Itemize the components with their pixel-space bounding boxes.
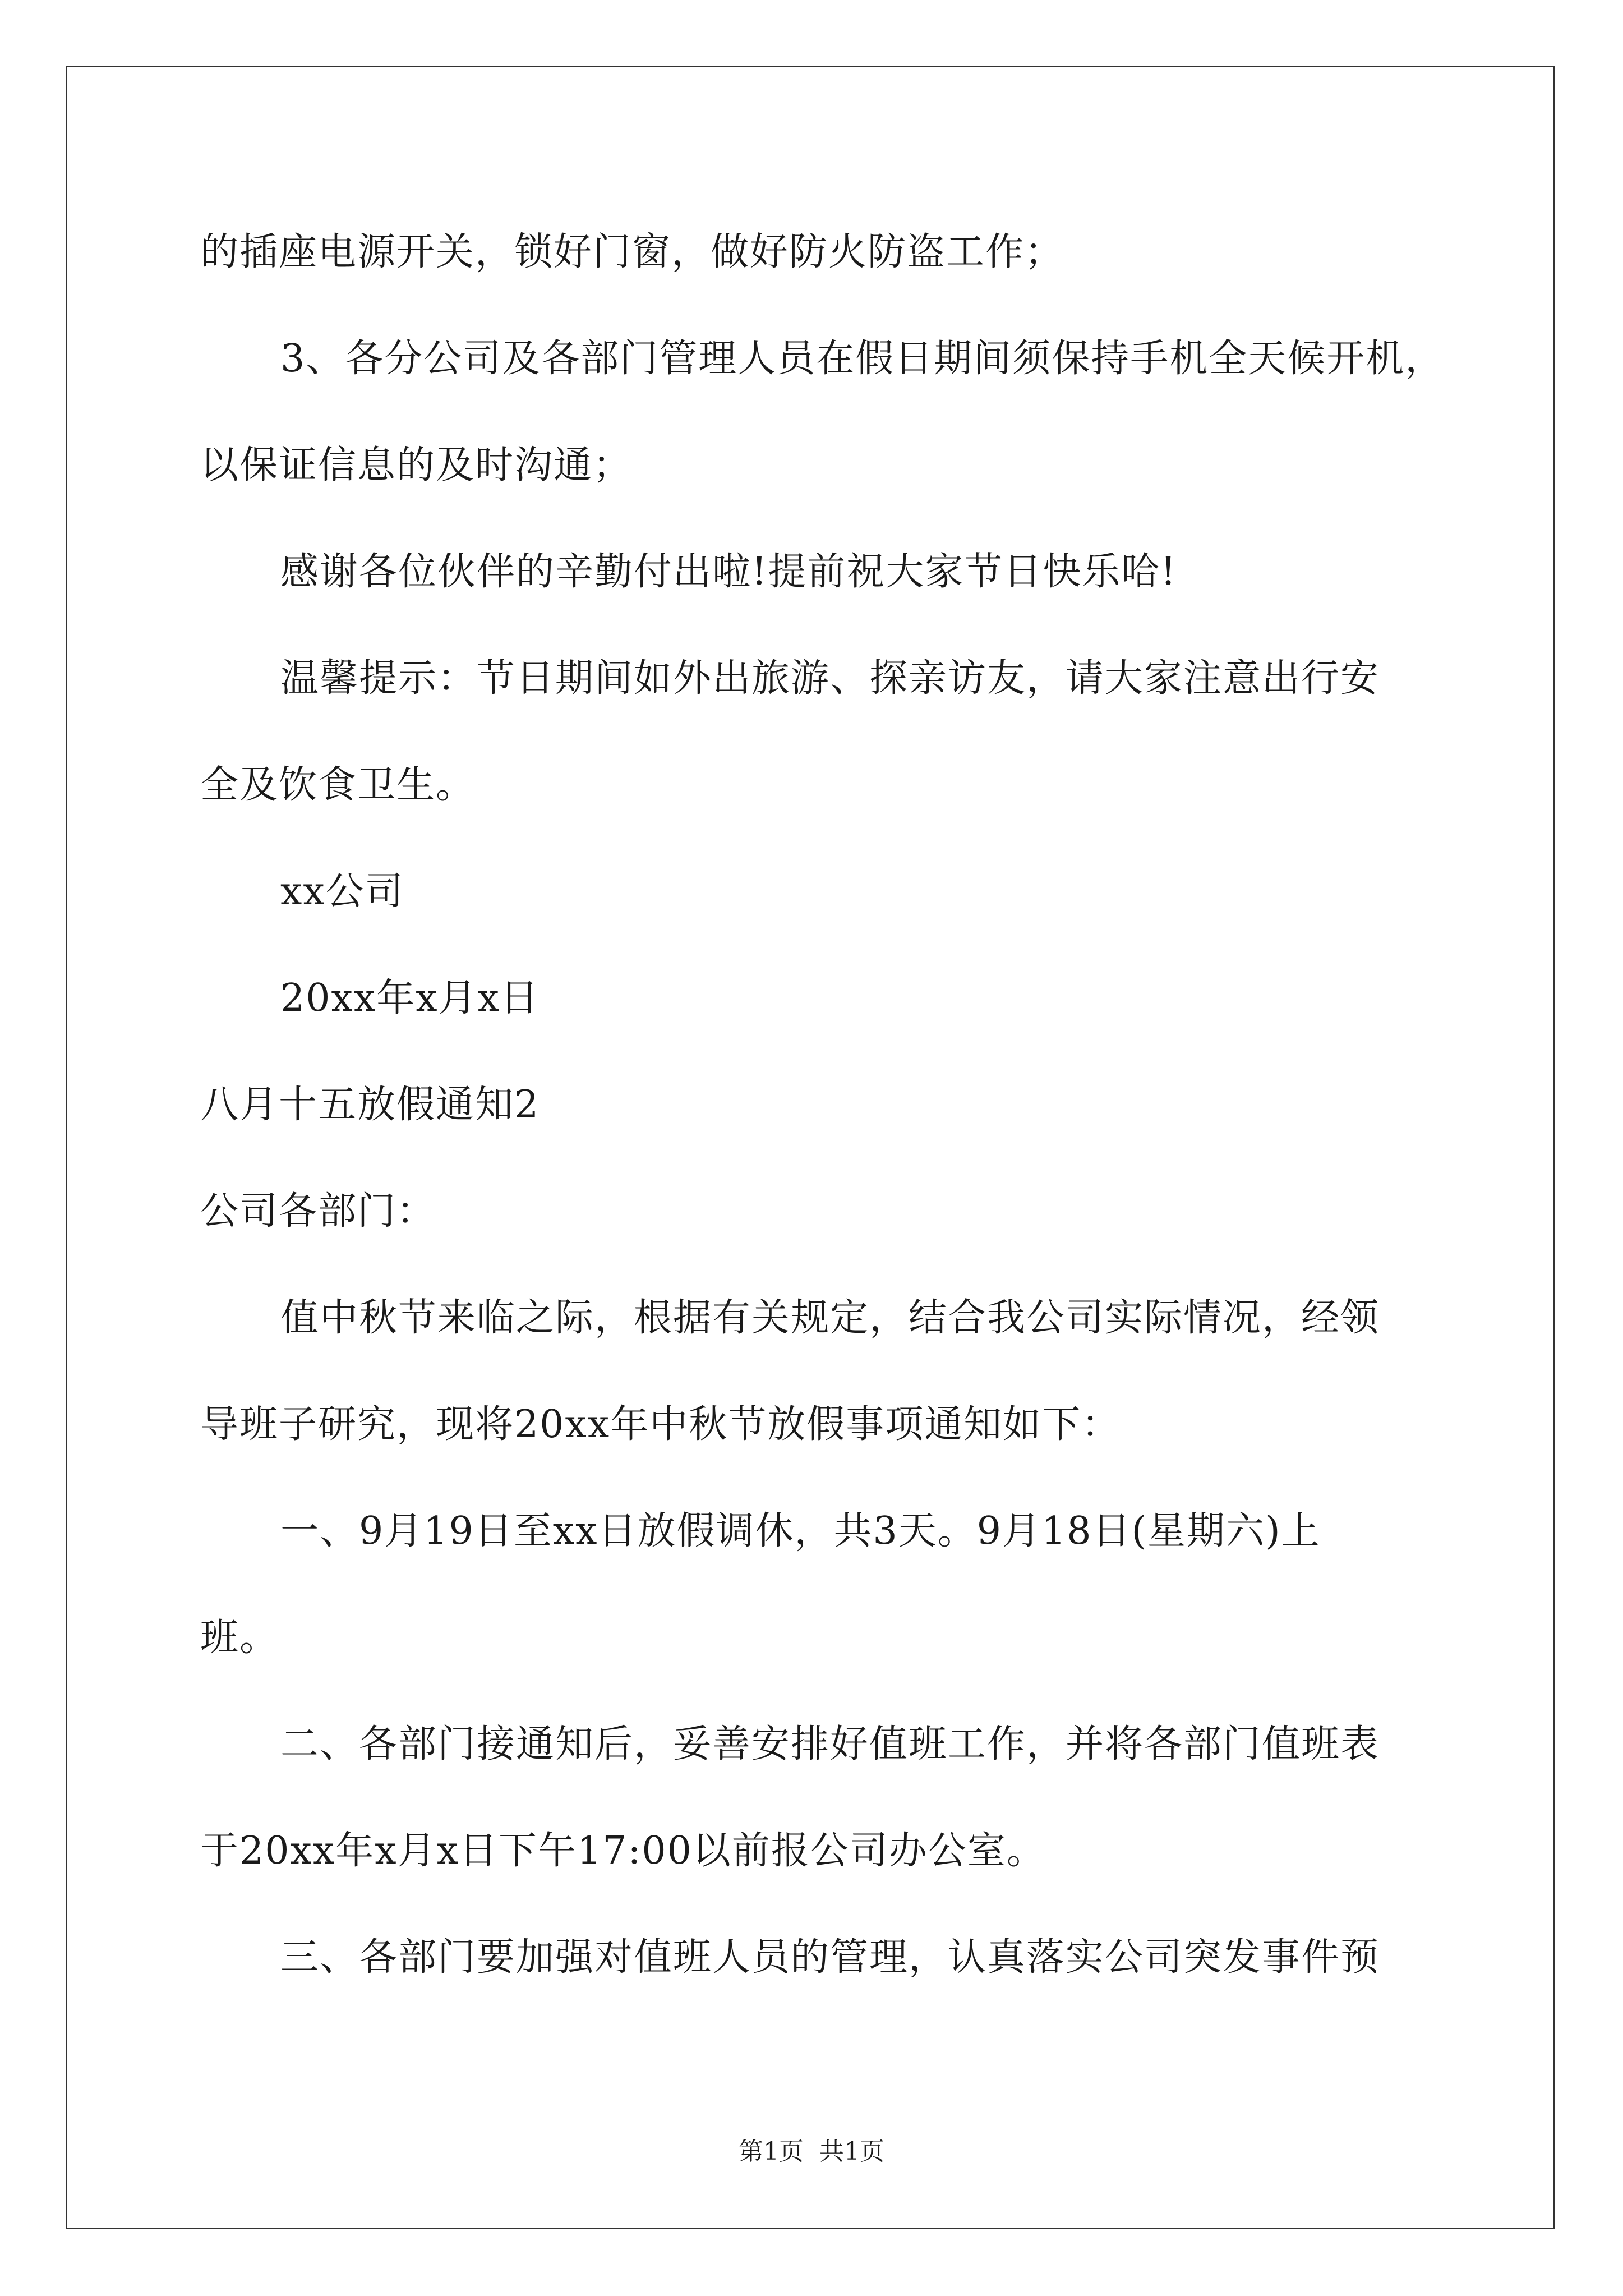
text-line: 全及饮食卫生。 (200, 763, 476, 807)
text-line: 3、各分公司及各部门管理人员在假日期间须保持手机全天候开机， (280, 337, 1445, 381)
page-border (66, 66, 1555, 2229)
signature-date: 20xx年x月x日 (280, 976, 540, 1020)
text-line: 于20xx年x月x日下午17:00以前报公司办公室。 (200, 1829, 1046, 1873)
text-line: 二、各部门接通知后，妥善安排好值班工作，并将各部门值班表 (280, 1722, 1380, 1766)
text-line: 温馨提示：节日期间如外出旅游、探亲访友，请大家注意出行安 (280, 656, 1380, 701)
text-line: 的插座电源开关，锁好门窗，做好防火防盗工作； (200, 230, 1064, 274)
salutation: 公司各部门： (200, 1189, 436, 1234)
page-footer: 第1页 共1页 (739, 2137, 884, 2166)
text-line: 导班子研究，现将20xx年中秋节放假事项通知如下： (200, 1402, 1121, 1447)
text-line: 以保证信息的及时沟通； (200, 443, 633, 487)
signature-company: xx公司 (280, 869, 404, 914)
section-title: 八月十五放假通知2 (200, 1083, 540, 1127)
text-line: 值中秋节来临之际，根据有关规定，结合我公司实际情况，经领 (280, 1296, 1380, 1340)
text-line: 班。 (200, 1616, 279, 1660)
text-line: 一、9月19日至xx日放假调休，共3天。9月18日(星期六)上 (280, 1509, 1321, 1553)
text-line: 三、各部门要加强对值班人员的管理，认真落实公司突发事件预 (280, 1935, 1380, 1980)
text-line: 感谢各位伙伴的辛勤付出啦!提前祝大家节日快乐哈! (280, 550, 1177, 594)
